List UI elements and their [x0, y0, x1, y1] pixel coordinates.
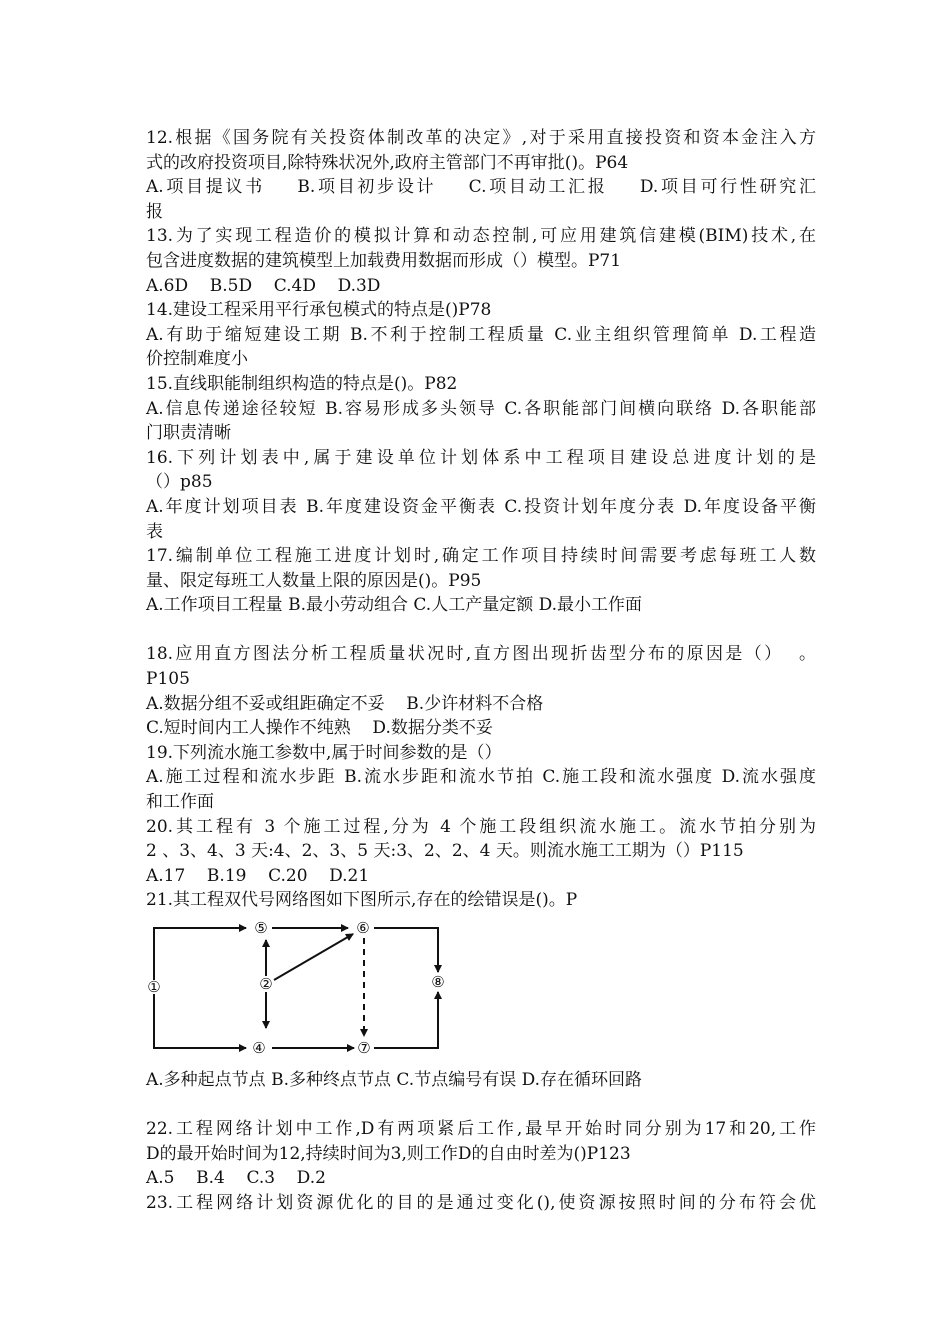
node-7: ⑦	[357, 1039, 371, 1057]
text-line: 16.下列计划表中,属于建设单位计划体系中工程项目建设总进度计划的是	[146, 447, 816, 468]
text-line: A.数据分组不妥或组距确定不妥 B.少许材料不合格	[146, 693, 544, 714]
text-line: （）p85	[146, 472, 213, 493]
text-line: 23.工程网络计划资源优化的目的是通过变化(),使资源按照时间的分布符会优	[146, 1192, 816, 1213]
text-line	[146, 618, 816, 643]
text-line: 报	[146, 201, 163, 222]
text-line: D的最开始时间为12,持续时间为3,则工作D的自由时差为()P123	[146, 1143, 631, 1164]
question-block-bottom	[146, 1068, 816, 1216]
text-line: 20.其工程有 3 个施工过程,分为 4 个施工段组织流水施工。流水节拍分别为	[146, 816, 816, 837]
text-line: 17.编制单位工程施工进度计划时,确定工作项目持续时间需要考虑每班工人数	[146, 546, 816, 567]
edge-2-6	[274, 934, 353, 980]
edge-6-8	[374, 928, 438, 972]
text-line: 12.根据《国务院有关投资体制改革的决定》,对于采用直接投资和资本金注入方	[146, 128, 816, 148]
node-4: ④	[252, 1039, 266, 1057]
text-line: 19.下列流水施工参数中,属于时间参数的是（）	[146, 742, 502, 763]
text-line: 15.直线职能制组织构造的特点是()。P82	[146, 373, 458, 394]
node-5: ⑤	[254, 919, 268, 937]
text-line: 2 、3、4、3 天:4、2、3、5 天:3、2、2、4 天。则流水施工工期为（）P115	[146, 841, 744, 862]
question-block-top	[146, 126, 816, 913]
text-line: 18.应用直方图法分析工程质量状况时,直方图出现折齿型分布的原因是（） 。	[146, 644, 816, 665]
text-line: 包含进度数据的建筑模型上加载费用数据而形成（）模型。P71	[146, 250, 622, 271]
text-line: 21.其工程双代号网络图如下图所示,存在的绘错误是()。P	[146, 890, 578, 911]
network-diagram-svg	[146, 918, 446, 1058]
node-2: ②	[259, 975, 273, 993]
text-line: 门职责清晰	[146, 423, 231, 444]
text-line: 和工作面	[146, 792, 214, 813]
text-line	[146, 1093, 816, 1118]
text-line: 价控制难度小	[146, 349, 248, 370]
text-line: P105	[146, 669, 190, 690]
text-line: 表	[146, 521, 163, 542]
text-line: A.多种起点节点 B.多种终点节点 C.节点编号有误 D.存在循环回路	[146, 1070, 643, 1090]
text-line: A.项目提议书 B.项目初步设计 C.项目动工汇报 D.项目可行性研究汇	[146, 177, 816, 198]
node-6: ⑥	[356, 919, 370, 937]
text-line: 式的改府投资项目,除特殊状况外,政府主管部门不再审批()。P64	[146, 152, 629, 173]
text-line: 14.建设工程采用平行承包模式的特点是()P78	[146, 300, 492, 321]
text-line: A.5 B.4 C.3 D.2	[146, 1168, 326, 1189]
text-line: 22.工程网络计划中工作,D有两项紧后工作,最早开始时同分别为17和20,工作	[146, 1119, 816, 1140]
node-8: ⑧	[431, 973, 445, 991]
text-line: A.年度计划项目表 B.年度建设资金平衡表 C.投资计划年度分表 D.年度设备平衡	[146, 496, 816, 517]
text-line: 量、限定每班工人数量上限的原因是()。P95	[146, 570, 482, 591]
text-line: A.有助于缩短建设工期 B.不利于控制工程质量 C.业主组织管理简单 D.工程造	[146, 324, 816, 345]
edge-1-5	[154, 928, 246, 980]
text-line: A.施工过程和流水步距 B.流水步距和流水节拍 C.施工段和流水强度 D.流水强度	[146, 767, 816, 788]
text-line: A.6D B.5D C.4D D.3D	[146, 275, 381, 296]
text-line: A.17 B.19 C.20 D.21	[146, 865, 370, 886]
text-line: A.工作项目工程量 B.最小劳动组合 C.人工产量定额 D.最小工作面	[146, 595, 643, 616]
node-1: ①	[147, 978, 161, 996]
edge-7-8	[374, 992, 438, 1048]
text-line: C.短时间内工人操作不纯熟 D.数据分类不妥	[146, 718, 493, 739]
text-line: A.信息传递途径较短 B.容易形成多头领导 C.各职能部门间横向联络 D.各职能部	[146, 398, 816, 419]
network-diagram	[146, 918, 446, 1058]
text-line: 13.为了实现工程造价的模拟计算和动态控制,可应用建筑信建模(BIM)技术,在	[146, 226, 816, 247]
edge-1-4	[154, 994, 246, 1048]
